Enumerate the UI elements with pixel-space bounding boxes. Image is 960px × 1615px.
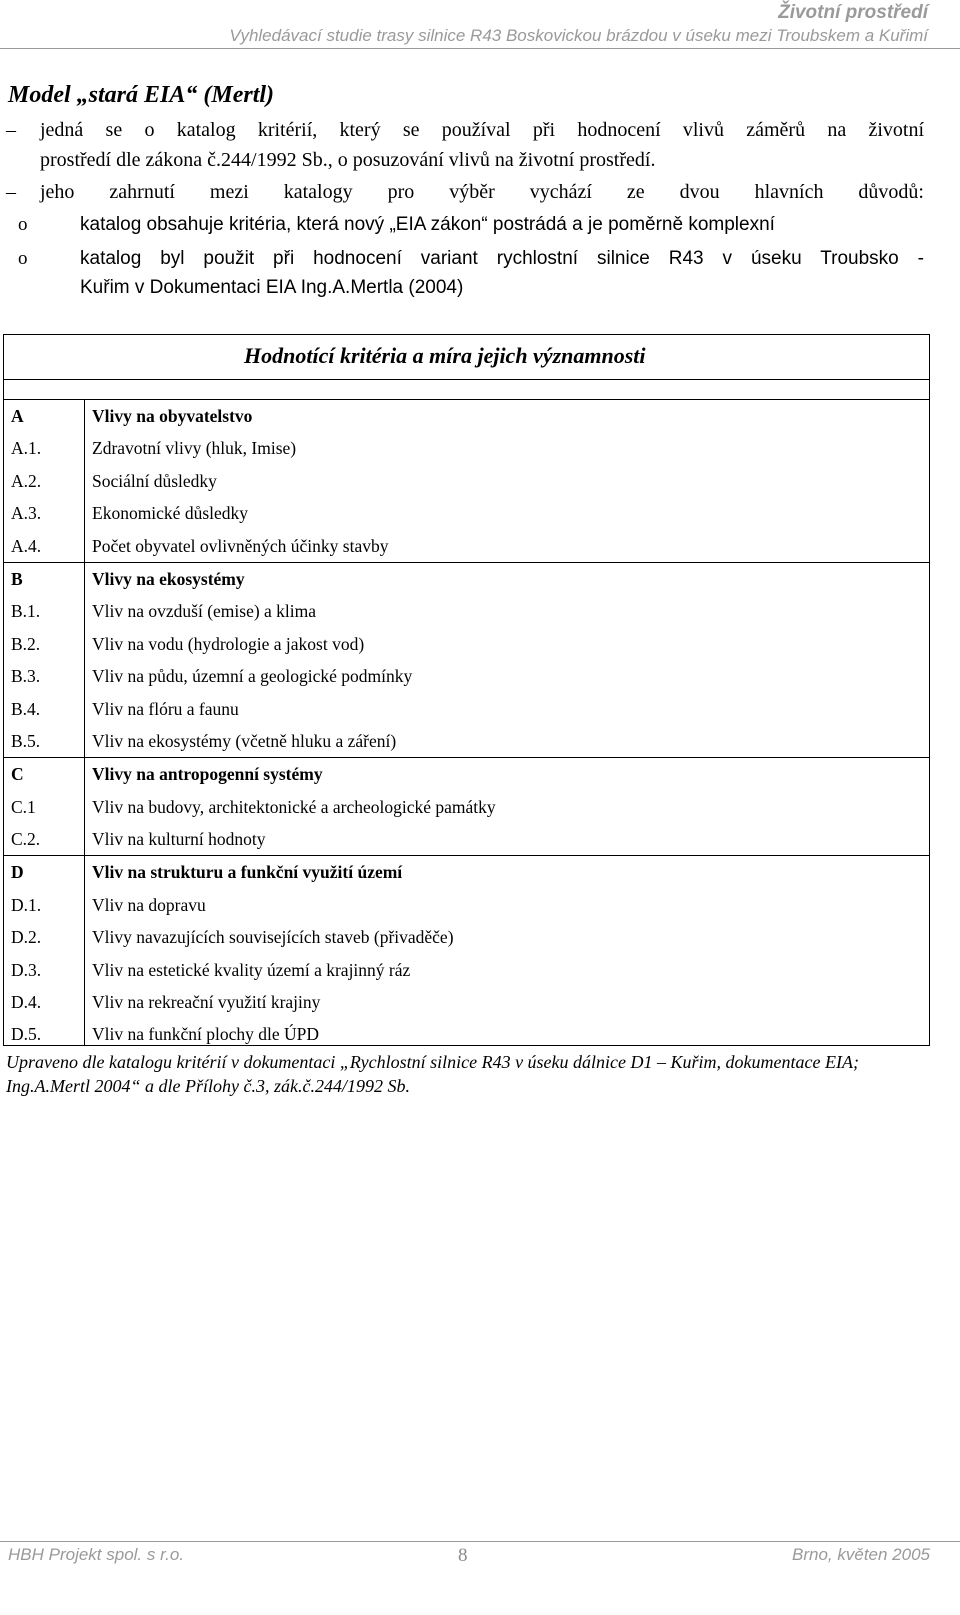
bullet-text-line: prostředí dle zákona č.244/1992 Sb., o posuzování vlivů na životní prostředí. <box>40 149 656 171</box>
table-row <box>4 595 929 627</box>
subbullet-text-line: Kuřim v Dokumentaci EIA Ing.A.Mertla (2004) <box>80 277 464 298</box>
row-code: D.3. <box>11 959 42 980</box>
row-label: Zdravotní vlivy (hluk, Imise) <box>92 438 297 459</box>
table-row <box>4 1018 929 1050</box>
bullet-text-line: jeho zahrnutí mezi katalogy pro výběr vychází ze dvou hlavních důvodů: <box>40 181 924 203</box>
header-subtitle: Vyhledávací studie trasy silnice R43 Boskovickou brázdou v úseku mezi Troubskem a Kuřimí <box>229 26 928 45</box>
row-code: B <box>11 568 23 589</box>
table-row <box>4 725 929 757</box>
row-label: Ekonomické důsledky <box>92 503 249 524</box>
row-code: C.2. <box>11 829 41 850</box>
row-label: Vliv na estetické kvality území a krajinný ráz <box>92 959 411 980</box>
table-header <box>4 335 929 380</box>
footer-date: Brno, květen 2005 <box>792 1545 930 1564</box>
row-code: C.1 <box>11 796 36 817</box>
row-code: B.4. <box>11 698 41 719</box>
page-header <box>229 0 928 47</box>
header-title: Životní prostředí <box>778 2 928 23</box>
row-code: D.4. <box>11 992 42 1013</box>
row-code: B.3. <box>11 666 41 687</box>
table-row <box>4 465 929 497</box>
row-code: B.1. <box>11 601 41 622</box>
table-row <box>4 693 929 725</box>
table-row <box>4 823 929 855</box>
subbullet-text-line: katalog obsahuje kritéria, která nový „EIA zákon“ postrádá a je poměrně komplexní <box>80 214 775 235</box>
table-group-row <box>4 757 929 790</box>
row-label: Vlivy na antropogenní systémy <box>92 764 323 785</box>
table-row <box>4 432 929 464</box>
table-body <box>4 400 929 1051</box>
row-label: Vliv na rekreační využití krajiny <box>92 992 321 1013</box>
row-label: Vliv na dopravu <box>92 894 206 915</box>
row-code: D.2. <box>11 927 42 948</box>
table-row <box>4 530 929 562</box>
row-label: Vliv na flóru a faunu <box>92 698 239 719</box>
table-row <box>4 954 929 986</box>
criteria-table <box>3 334 930 1046</box>
table-row <box>4 791 929 823</box>
row-code: B.2. <box>11 633 41 654</box>
row-code: A.4. <box>11 535 42 556</box>
table-title: Hodnotící kritéria a míra jejich významnosti <box>244 343 646 368</box>
header-divider <box>0 48 960 49</box>
row-code: A.2. <box>11 470 42 491</box>
row-code: D.5. <box>11 1024 42 1045</box>
row-label: Vliv na kulturní hodnoty <box>92 829 266 850</box>
table-row <box>4 660 929 692</box>
row-code: A.1. <box>11 438 42 459</box>
row-code: A <box>11 406 24 426</box>
table-group-row <box>4 562 929 595</box>
table-row <box>4 497 929 529</box>
subbullet-text-line: katalog byl použit při hodnocení variant rychlostní silnice R43 v úseku Troubsko - <box>80 248 924 269</box>
row-label: Počet obyvatel ovlivněných účinky stavby <box>92 535 389 556</box>
bullet-text-line: jedná se o katalog kritérií, který se používal při hodnocení vlivů záměrů na životní <box>40 119 924 141</box>
table-row <box>4 986 929 1018</box>
footer-company: HBH Projekt spol. s r.o. <box>8 1545 185 1564</box>
circle-marker: o <box>18 248 28 269</box>
footer-divider <box>0 1541 960 1542</box>
source-note: Upraveno dle katalogu kritérií v dokumentaci „Rychlostní silnice R43 v úseku dálnice D1 – Kuřim, dokumentace EIA; Ing.A.Mertl 2004“ a dle Přílohy č.3, zák.č.244/1992 Sb. <box>6 1052 859 1096</box>
row-label: Vliv na funkční plochy dle ÚPD <box>92 1024 319 1045</box>
row-label: Vliv na půdu, územní a geologické podmínky <box>92 666 413 687</box>
table-group-row <box>4 400 929 432</box>
row-label: Vlivy na ekosystémy <box>92 568 245 589</box>
dash-marker: – <box>6 119 16 141</box>
table-row <box>4 889 929 921</box>
row-code: A.3. <box>11 503 42 524</box>
row-label: Vliv na ovzduší (emise) a klima <box>92 601 317 622</box>
circle-marker: o <box>18 214 28 235</box>
row-code: D <box>11 862 24 883</box>
row-label: Vlivy navazujících souvisejících staveb (přivaděče) <box>92 927 454 948</box>
row-code: B.5. <box>11 730 41 751</box>
table-row <box>4 628 929 660</box>
row-label: Vliv na strukturu a funkční využití území <box>92 862 403 883</box>
row-label: Vliv na ekosystémy (včetně hluku a záření) <box>92 730 397 751</box>
table-group-row <box>4 855 929 888</box>
row-code: D.1. <box>11 894 42 915</box>
row-label: Sociální důsledky <box>92 470 217 491</box>
table-subheader <box>4 379 929 400</box>
page-number: 8 <box>458 1545 468 1566</box>
table-row <box>4 921 929 953</box>
row-label: Vliv na vodu (hydrologie a jakost vod) <box>92 633 365 654</box>
row-code: C <box>11 764 24 785</box>
section-title: Model „stará EIA“ (Mertl) <box>8 82 275 108</box>
row-label: Vliv na budovy, architektonické a archeologické památky <box>92 796 496 817</box>
row-label: Vlivy na obyvatelstvo <box>92 406 253 426</box>
dash-marker: – <box>6 181 16 203</box>
